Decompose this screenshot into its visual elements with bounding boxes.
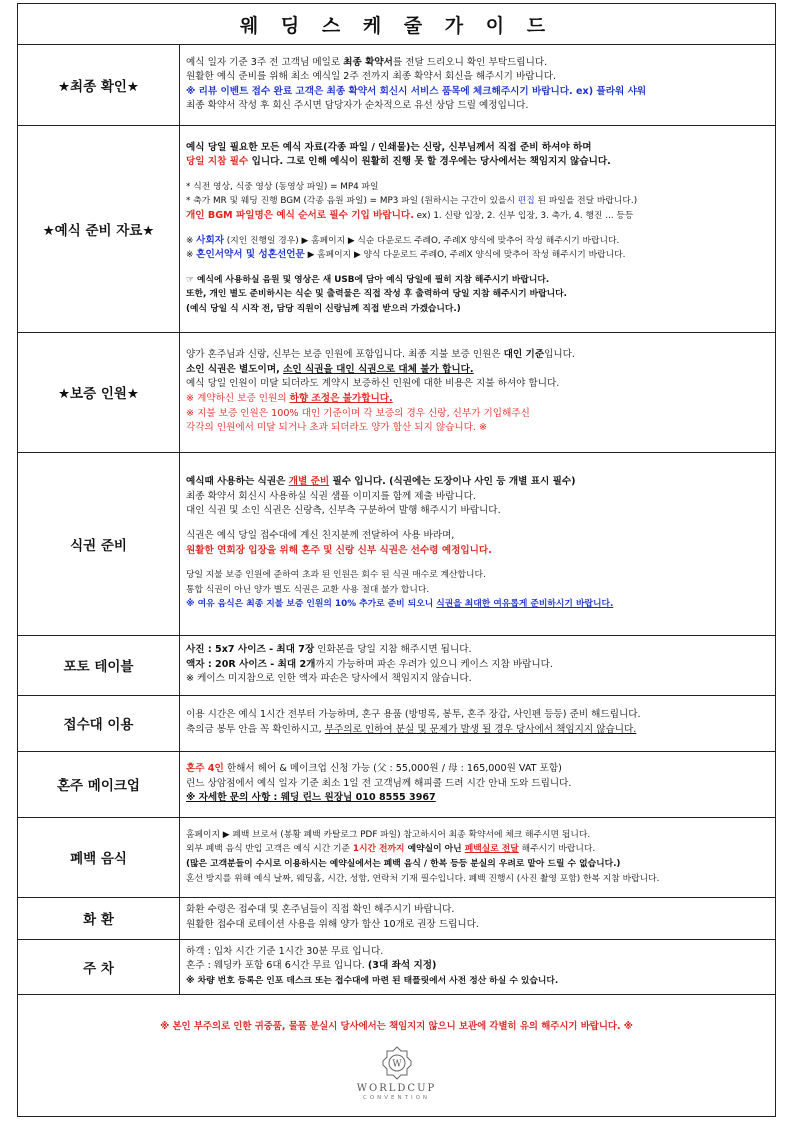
text-segment: 식권은 예식 당일 접수대에 계신 친지분께 전달하여 사용 바라며, xyxy=(186,529,455,541)
content-line xyxy=(186,945,769,960)
content-line xyxy=(186,762,769,777)
section-label: 화 환 xyxy=(18,897,180,939)
content-line xyxy=(186,180,769,195)
content-line xyxy=(186,70,769,85)
text-segment: 예식때 사용하는 식권은 xyxy=(186,476,289,488)
text-segment: (많은 고객분들이 수시로 이용하시는 예약실에서는 폐백 음식 / 한복 등등 분실의 우려로 맡아 드릴 수 없습니다.) xyxy=(186,859,621,869)
line-gap xyxy=(186,170,769,180)
logo-name: WORLDCUP xyxy=(356,1083,437,1094)
text-segment: ※ 계약하신 보증 인원의 xyxy=(186,393,290,404)
content-line xyxy=(186,544,769,559)
content-line xyxy=(186,842,769,857)
section-content xyxy=(180,751,776,817)
logo-letter: W xyxy=(391,1059,402,1070)
content-line xyxy=(186,490,769,505)
text-segment: 를 전달 드리오니 확인 부탁드립니다. xyxy=(392,56,548,68)
section-row xyxy=(18,452,775,635)
text-segment: 화환 수령은 접수대 및 혼주님들이 직접 확인 해주시기 바랍니다. xyxy=(186,904,455,916)
content-line xyxy=(186,583,769,598)
text-segment: 식권을 최대한 여유롭게 준비하시기 바랍니다. xyxy=(436,599,614,610)
text-segment: 된 파일을 전달 바랍니다.) xyxy=(534,196,638,207)
text-segment: 하향 조정은 불가합니다. xyxy=(289,393,393,404)
logo-mark-icon xyxy=(380,1046,414,1080)
content-line xyxy=(186,363,769,378)
text-segment: 외부 폐백 음식 반입 고객은 예식 시간 기준 xyxy=(186,844,353,855)
section-row xyxy=(18,332,775,452)
text-segment: 최종 확약서 작성 후 회신 주시면 담당자가 순차적으로 유선 상담 드릴 예정입니다. xyxy=(186,100,529,112)
content-line xyxy=(186,672,769,687)
line-gap xyxy=(186,558,769,568)
content-line xyxy=(186,857,769,872)
logo-sub: CONVENTION xyxy=(362,1095,431,1101)
content-line xyxy=(186,791,769,806)
section-label: ★예식 준비 자료★ xyxy=(18,125,180,332)
text-segment: 인화본을 당일 지참 해주시면 됩니다. xyxy=(314,644,472,656)
text-segment: 예약실이 아닌 xyxy=(404,844,465,855)
content-line xyxy=(186,421,769,436)
content-line xyxy=(186,643,769,658)
content-line xyxy=(186,903,769,918)
text-segment: 또한, 개인 별도 준비하시는 식순 및 출력물은 직접 작성 후 출력하여 당일 지참 해주시기 바랍니다. xyxy=(186,289,567,300)
text-segment: * 축가 MR 및 웨딩 진행 BGM (각종 음원 파일) = MP3 파일 (원하시는 구간이 있을시 xyxy=(186,196,518,207)
text-segment: ※ 자세한 문의 사항 : 웨딩 린느 원장님 010 8555 3967 xyxy=(186,792,436,804)
text-segment: ex) 1. 신랑 입장, 2. 신부 입장, 3. 축가, 4. 행진 ... 등등 xyxy=(413,210,634,221)
section-row xyxy=(18,817,775,897)
text-segment: 홈페이지 ▶ 폐백 브로셔 (봉황 폐백 카탈로그 PDF 파일) 참고하시어 최종 확약서에 체크 해주시면 됩니다. xyxy=(186,829,591,840)
text-segment: ▶ 홈페이지 ▶ 양식 다운로드 주례O, 주례X 양식에 맞추어 작성 해주시기 바랍니다. xyxy=(304,250,626,261)
text-segment: 린느 상암점에서 예식 일자 기준 최소 1일 전 고객님께 해피콜 드려 시간 안내 도와 드립니다. xyxy=(186,777,572,789)
text-segment: 예식 당일 인원이 미달 되더라도 계약시 보증하신 인원에 대한 비용은 지불 하셔야 합니다. xyxy=(186,378,560,390)
text-segment: 원활한 연회장 입장을 위해 혼주 및 신랑 신부 식권은 선수령 예정입니다. xyxy=(186,544,492,556)
text-segment: 혼선 방지를 위해 예식 날짜, 웨딩홀, 시간, 성함, 연락처 기재 필수입니다. 폐백 진행시 (사진 촬영 포함) 한복 지참 바랍니다. xyxy=(186,873,660,884)
text-segment: 한해서 헤어 & 메이크업 신청 가능 (父 : 55,000원 / 母 : 165,000원 VAT 포함) xyxy=(223,763,562,775)
text-segment: 최종 확약서 회신시 사용하실 식권 샘플 이미지를 함께 제출 바랍니다. xyxy=(186,490,476,502)
content-line xyxy=(186,828,769,843)
content-line xyxy=(186,475,769,490)
text-segment: 이용 시간은 예식 1시간 전부터 가능하며, 혼구 용품 (방명록, 봉투, 혼주 장갑, 사인펜 등등) 준비 해드립니다. xyxy=(186,709,641,721)
text-segment: 혼인서약서 및 성혼선언문 xyxy=(196,249,305,261)
text-segment: 입니다. xyxy=(544,349,575,361)
section-content xyxy=(180,635,776,695)
content-line xyxy=(186,723,769,738)
text-segment: 1시간 전까지 xyxy=(352,844,405,855)
section-row xyxy=(18,751,775,817)
section-content xyxy=(180,897,776,939)
text-segment: 부주의로 인하여 분실 및 문제가 발생 될 경우 당사에서 책임지지 않습니다. xyxy=(324,724,637,735)
content-line xyxy=(186,597,769,612)
content-line xyxy=(186,658,769,673)
content-line xyxy=(186,568,769,583)
section-label: 주 차 xyxy=(18,939,180,994)
footer-notice: ※ 본인 부주의로 인한 귀중품, 물품 분실시 당사에서는 책임지지 않으니 보관에 각별히 유의 해주시기 바랍니다. ※ xyxy=(160,1021,633,1032)
worldcup-logo xyxy=(18,1046,775,1101)
content-line xyxy=(186,777,769,792)
text-segment: 최종 확약서 xyxy=(343,56,393,68)
content-line xyxy=(186,377,769,392)
text-segment: 까지 가능하며 파손 우려가 있으니 케이스 지참 바랍니다. xyxy=(315,658,553,670)
section-label: ★보증 인원★ xyxy=(18,332,180,452)
section-content xyxy=(180,939,776,994)
text-segment: 대인 식권 및 소인 식권은 신랑측, 신부측 구분하여 발행 해주시기 바랍니다. xyxy=(186,505,501,517)
section-row xyxy=(18,635,775,695)
text-segment: 혼주 4인 xyxy=(186,763,224,775)
text-segment: ※ 차량 번호 등록은 인포 데스크 또는 접수대에 마련 된 태플릿에서 사전 정산 하실 수 있습니다. xyxy=(186,975,559,986)
page-title: 웨 딩 스 케 줄 가 이 드 xyxy=(18,4,775,45)
text-segment: 개별 준비 xyxy=(288,476,330,488)
section-label: 혼주 메이크업 xyxy=(18,751,180,817)
content-line xyxy=(186,248,769,263)
text-segment: (3대 좌석 지정) xyxy=(367,960,437,972)
text-segment: 원활한 예식 준비를 위해 최소 예식일 2주 전까지 최종 확약서 회신을 해주시기 바랍니다. xyxy=(186,71,557,83)
text-segment: 원활한 접수대 로테이션 사용을 위해 양가 합산 10개로 권장 드립니다. xyxy=(186,919,479,930)
text-segment: 통합 식권이 아닌 양가 별도 식권은 교환 사용 절대 불가 합니다. xyxy=(186,584,430,595)
text-segment: 당일 지참 필수 xyxy=(186,156,249,168)
text-segment: ※ 리뷰 이벤트 접수 완료 고객은 최종 확약서 회신시 서비스 품목에 체크해주시기 바랍니다. ex) 플라워 샤워 xyxy=(186,85,647,97)
content-line xyxy=(186,99,769,114)
text-segment: ※ 지불 보증 인원은 100% 대인 기준이며 각 보증의 경우 신랑, 신부가 기입해주신 xyxy=(186,407,530,419)
text-segment: 축의금 봉투 안을 꼭 확인하시고, xyxy=(186,724,325,735)
section-row xyxy=(18,897,775,939)
text-segment: 입니다. 그로 인해 예식이 원활히 진행 못 할 경우에는 당사에서는 책임지지 않습니다. xyxy=(248,156,611,168)
section-content xyxy=(180,452,776,635)
section-row xyxy=(18,695,775,751)
text-segment: 사진 : 5x7 사이즈 - 최대 7장 xyxy=(186,644,315,656)
content-line xyxy=(186,85,769,100)
text-segment: 대인 기준 xyxy=(503,349,545,361)
content-line xyxy=(186,529,769,544)
text-segment: 하객 : 입차 시간 기준 1시간 30분 무료 입니다. xyxy=(186,945,384,957)
content-line xyxy=(186,141,769,156)
line-gap xyxy=(186,224,769,234)
schedule-guide-frame xyxy=(17,3,776,1117)
text-segment: 양가 혼주님과 신랑, 신부는 보증 인원에 포함입니다. 최종 지불 보증 인원은 xyxy=(186,349,504,361)
line-gap xyxy=(186,263,769,273)
section-content xyxy=(180,332,776,452)
section-row xyxy=(18,939,775,994)
section-content xyxy=(180,45,776,125)
section-label: 식권 준비 xyxy=(18,452,180,635)
text-segment: 예식 일자 기준 3주 전 고객님 메일로 xyxy=(186,56,344,68)
guide-table xyxy=(18,45,775,995)
text-segment: * 식전 영상, 식중 영상 (동영상 파일) = MP4 파일 xyxy=(186,181,379,192)
text-segment: (예식 당일 식 시작 전, 담당 직원이 신랑님께 직접 받으러 가겠습니다.) xyxy=(186,303,461,314)
content-line xyxy=(186,287,769,302)
content-line xyxy=(186,155,769,170)
content-line xyxy=(186,302,769,317)
content-line xyxy=(186,56,769,71)
content-line xyxy=(186,392,769,407)
content-line xyxy=(186,348,769,363)
content-line xyxy=(186,959,769,974)
section-content xyxy=(180,817,776,897)
text-segment: 각각의 인원에서 미달 되거나 초과 되더라도 양가 합산 되지 않습니다. ※ xyxy=(186,422,488,434)
content-line xyxy=(186,209,769,224)
section-label: 포토 테이블 xyxy=(18,635,180,695)
content-line xyxy=(186,234,769,249)
section-content xyxy=(180,125,776,332)
line-gap xyxy=(186,519,769,529)
text-segment: ※ 케이스 미지참으로 인한 액자 파손은 당사에서 책임지지 않습니다. xyxy=(186,673,472,685)
text-segment: 소인 식권은 별도이며, xyxy=(186,363,284,375)
content-line xyxy=(186,708,769,723)
content-line xyxy=(186,504,769,519)
text-segment: 액자 : 20R 사이즈 - 최대 2개 xyxy=(186,658,316,670)
text-segment: 편집 xyxy=(517,196,535,207)
text-segment: 폐백실로 전달 xyxy=(464,844,519,855)
content-line xyxy=(186,273,769,288)
text-segment: 사회자 xyxy=(196,234,224,246)
content-line xyxy=(186,407,769,422)
section-label: ★최종 확인★ xyxy=(18,45,180,125)
text-segment: 필수 입니다. (식권에는 도장이나 사인 등 개별 표시 필수) xyxy=(329,476,576,488)
section-content xyxy=(180,695,776,751)
content-line xyxy=(186,194,769,209)
section-label: 접수대 이용 xyxy=(18,695,180,751)
text-segment: 개인 BGM 파일명은 예식 순서로 필수 기입 바랍니다. xyxy=(186,209,414,221)
text-segment: 소인 식권을 대인 식권으로 대체 불가 합니다. xyxy=(283,363,474,375)
text-segment: ※ 여유 음식은 최종 지불 보증 인원의 10% 추가로 준비 되오니 xyxy=(186,599,437,610)
text-segment: 예식 당일 필요한 모든 예식 자료(각종 파일 / 인쇄물)는 신랑, 신부님께서 직접 준비 하셔야 하며 xyxy=(186,141,592,153)
text-segment: 당일 지불 보증 인원에 준하여 초과 된 인원은 회수 된 식권 매수로 계산합니다. xyxy=(186,570,486,581)
content-line xyxy=(186,872,769,887)
text-segment: ※ xyxy=(186,235,197,246)
section-label: 폐백 음식 xyxy=(18,817,180,897)
text-segment: ☞ 예식에 사용하실 음원 및 영상은 새 USB에 담아 예식 당일에 필히 지참 해주시기 바랍니다. xyxy=(186,274,550,285)
text-segment: 해주시기 바랍니다. xyxy=(518,844,596,855)
text-segment: 혼주 : 웨딩카 포함 6대 6시간 무료 입니다. xyxy=(186,960,368,972)
section-row xyxy=(18,125,775,332)
text-segment: (지인 진행일 경우) ▶ 홈페이지 ▶ 식순 다운로드 주례O, 주례X 양식에 맞추어 작성 해주시기 바랍니다. xyxy=(223,235,620,246)
content-line xyxy=(186,974,769,989)
content-line xyxy=(186,918,769,933)
section-row xyxy=(18,45,775,125)
text-segment: ※ xyxy=(186,250,197,261)
